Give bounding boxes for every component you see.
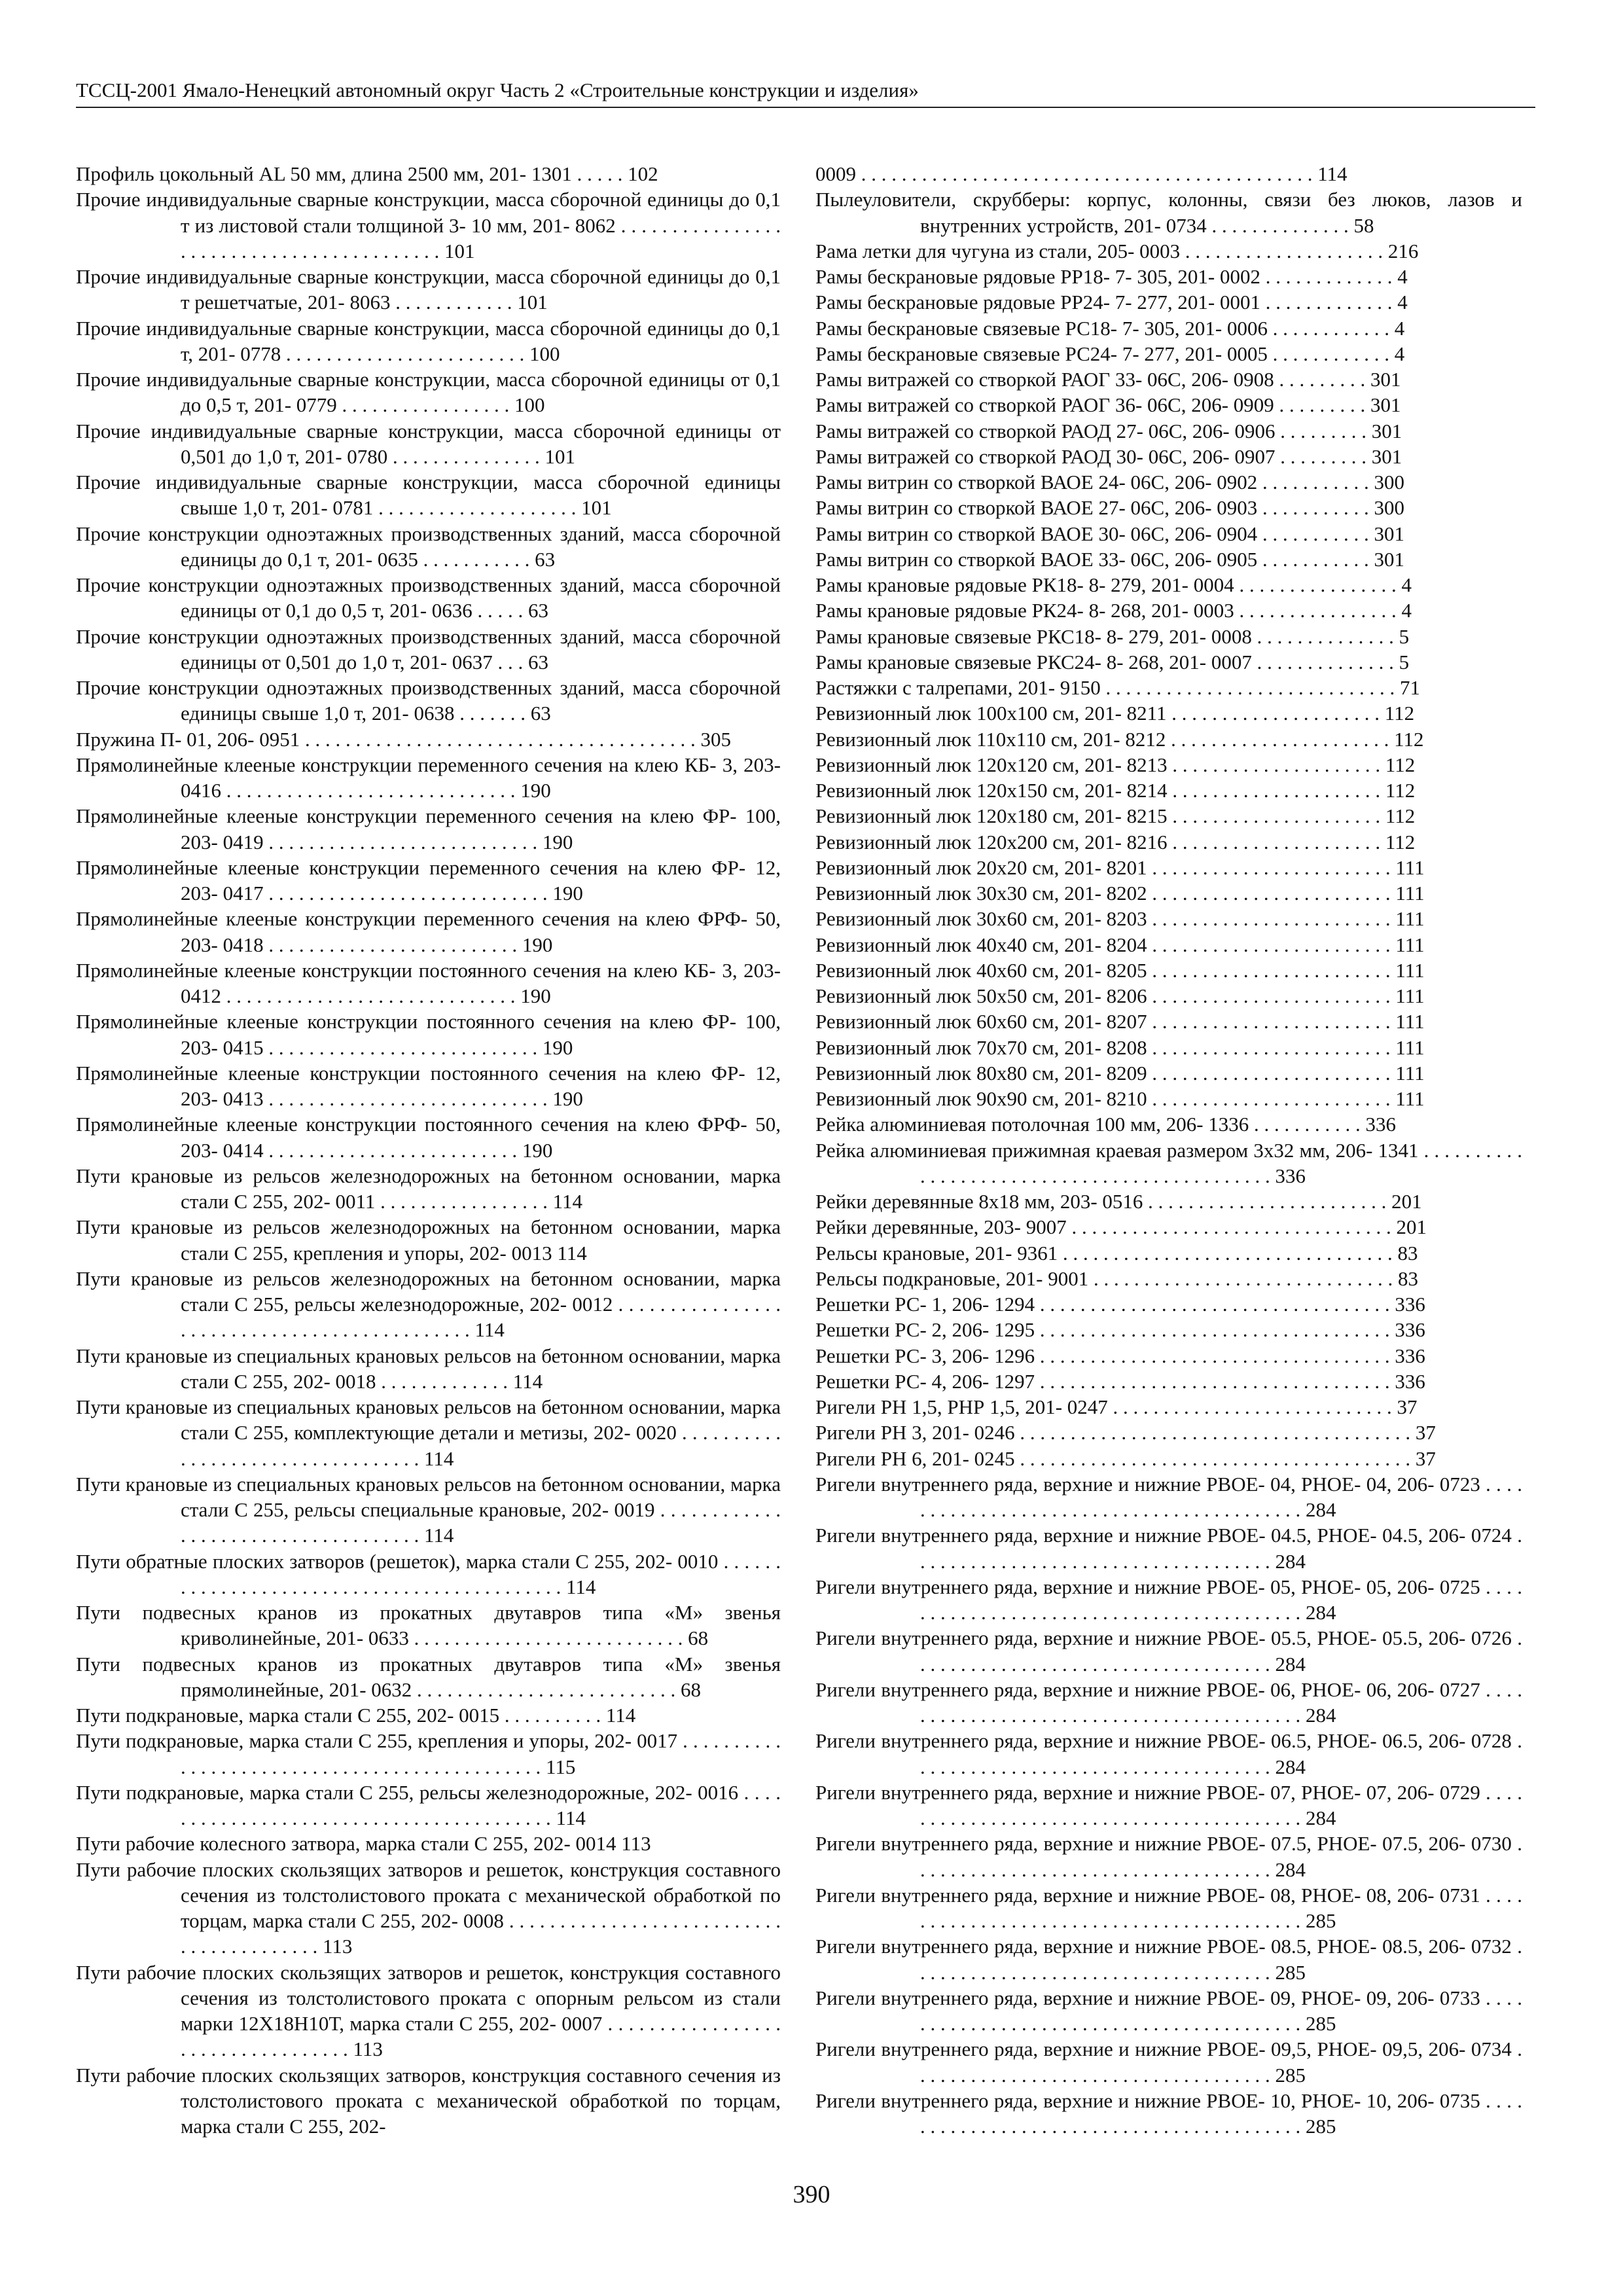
index-entry: Прямолинейные клееные конструкции переменного сечения на клею КБ- 3, 203- 0416 . . . . . . . . . . . . . . . . . . . . . . . . . . . . . 190	[76, 753, 781, 802]
index-entry: Прочие индивидуальные сварные конструкции, масса сборочной единицы до 0,1 т, 201- 0778 . . . . . . . . . . . . . . . . . . . . . . . . 100	[76, 316, 781, 365]
index-entry: Ревизионный люк 40x60 см, 201- 8205 . . . . . . . . . . . . . . . . . . . . . . . . 111	[815, 958, 1425, 982]
index-entry: Рамы витражей со створкой РАОД 27- 06С, 206- 0906 . . . . . . . . . 301	[815, 419, 1402, 442]
index-entry: Ригели внутреннего ряда, верхние и нижние РВОЕ- 09,5, РНОЕ- 09,5, 206- 0734 . . . . . . . . . . . . . . . . . . . . . . . . . . . . . . . . . . . . 285	[815, 2037, 1522, 2087]
index-entry: Ревизионный люк 90x90 см, 201- 8210 . . . . . . . . . . . . . . . . . . . . . . . . 111	[815, 1087, 1425, 1110]
index-entry: Пути рабочие плоских скользящих затворов и решеток, конструкция составного сечения из толстолистового проката с опорным рельсом из стали марки 12Х18Н10Т, марка стали С 255, 202- 0007 . . . . . . . . . . . . . . . . . . . . . . . . . . . . . . . . . . 113	[76, 1960, 781, 2061]
index-entry: Ревизионный люк 30x30 см, 201- 8202 . . . . . . . . . . . . . . . . . . . . . . . . 111	[815, 882, 1425, 905]
index-entry: Пылеуловители, скрубберы: корпус, колонны, связи без люков, лазов и внутренних устройств, 201- 0734 . . . . . . . . . . . . . . 58	[815, 188, 1522, 237]
index-entry: Ригели внутреннего ряда, верхние и нижние РВОЕ- 08, РНОЕ- 08, 206- 0731 . . . . . . . . . . . . . . . . . . . . . . . . . . . . . . . . . . . . . . . . . . 285	[815, 1883, 1522, 1932]
index-entry: Прямолинейные клееные конструкции переменного сечения на клею ФР- 12, 203- 0417 . . . . . . . . . . . . . . . . . . . . . . . . . . . . 190	[76, 855, 781, 905]
index-entry: Прямолинейные клееные конструкции постоянного сечения на клею КБ- 3, 203- 0412 . . . . . . . . . . . . . . . . . . . . . . . . . . . . . 190	[76, 958, 781, 1007]
index-entry: Решетки РС- 4, 206- 1297 . . . . . . . . . . . . . . . . . . . . . . . . . . . . . . . . . . . 336	[815, 1369, 1425, 1393]
running-header: ТССЦ-2001 Ямало-Ненецкий автономный округ Часть 2 «Строительные конструкции и изделия»	[76, 79, 919, 101]
index-entry: Пути подвесных кранов из прокатных двутавров типа «М» звенья криволинейные, 201- 0633 . . . . . . . . . . . . . . . . . . . . . . . . . . . 68	[76, 1601, 781, 1650]
index-entry: Рейка алюминиевая потолочная 100 мм, 206- 1336 . . . . . . . . . . . 336	[815, 1113, 1397, 1136]
index-entry: Ригели РН 1,5, РНР 1,5, 201- 0247 . . . . . . . . . . . . . . . . . . . . . . . . . . . . 37	[815, 1395, 1418, 1418]
index-entry: Рамы крановые связевые РКС24- 8- 268, 201- 0007 . . . . . . . . . . . . . . 5	[815, 650, 1410, 673]
index-entry: Рамы крановые рядовые РК18- 8- 279, 201- 0004 . . . . . . . . . . . . . . . . 4	[815, 573, 1412, 596]
index-entry: Ревизионный люк 80x80 см, 201- 8209 . . . . . . . . . . . . . . . . . . . . . . . . 111	[815, 1061, 1425, 1085]
index-entry: Рамы витрин со створкой ВАОЕ 33- 06С, 206- 0905 . . . . . . . . . . . 301	[815, 547, 1405, 571]
index-entry: Рама летки для чугуна из стали, 205- 0003 . . . . . . . . . . . . . . . . . . . . 216	[815, 239, 1419, 262]
index-entry: Ригели внутреннего ряда, верхние и нижние РВОЕ- 05.5, РНОЕ- 05.5, 206- 0726 . . . . . . . . . . . . . . . . . . . . . . . . . . . . . . . . . . . . 284	[815, 1626, 1522, 1676]
index-entry: Пути крановые из специальных крановых рельсов на бетонном основании, марка стали С 255, рельсы специальные крановые, 202- 0019 . . . . . . . . . . . . . . . . . . . . . . . . . . . . . . . . . . . . 114	[76, 1472, 781, 1547]
index-entry: Ревизионный люк 20x20 см, 201- 8201 . . . . . . . . . . . . . . . . . . . . . . . . 111	[815, 855, 1425, 879]
index-entry: Рамы витражей со створкой РАОГ 33- 06С, 206- 0908 . . . . . . . . . 301	[815, 368, 1401, 391]
index-entry: Ригели внутреннего ряда, верхние и нижние РВОЕ- 06.5, РНОЕ- 06.5, 206- 0728 . . . . . . . . . . . . . . . . . . . . . . . . . . . . . . . . . . . . 284	[815, 1729, 1522, 1778]
index-entry: Ригели внутреннего ряда, верхние и нижние РВОЕ- 07, РНОЕ- 07, 206- 0729 . . . . . . . . . . . . . . . . . . . . . . . . . . . . . . . . . . . . . . . . . . 284	[815, 1780, 1522, 1829]
index-entry: Ригели внутреннего ряда, верхние и нижние РВОЕ- 07.5, РНОЕ- 07.5, 206- 0730 . . . . . . . . . . . . . . . . . . . . . . . . . . . . . . . . . . . . 284	[815, 1832, 1522, 1881]
index-entry: Ревизионный люк 100x100 см, 201- 8211 . . . . . . . . . . . . . . . . . . . . . 112	[815, 702, 1415, 725]
index-entry: Прочие конструкции одноэтажных производственных зданий, масса сборочной единицы свыше 1,0 т, 201- 0638 . . . . . . . 63	[76, 676, 781, 725]
index-entry: Ревизионный люк 50x50 см, 201- 8206 . . . . . . . . . . . . . . . . . . . . . . . . 111	[815, 984, 1425, 1007]
index-entry: Ревизионный люк 110x110 см, 201- 8212 . . . . . . . . . . . . . . . . . . . . . . 112	[815, 727, 1424, 751]
index-entry: Ригели внутреннего ряда, верхние и нижние РВОЕ- 05, РНОЕ- 05, 206- 0725 . . . . . . . . . . . . . . . . . . . . . . . . . . . . . . . . . . . . . . . . . . 284	[815, 1575, 1522, 1624]
index-entry: Решетки РС- 2, 206- 1295 . . . . . . . . . . . . . . . . . . . . . . . . . . . . . . . . . . . 336	[815, 1318, 1425, 1342]
index-entry: Ригели внутреннего ряда, верхние и нижние РВОЕ- 04.5, РНОЕ- 04.5, 206- 0724 . . . . . . . . . . . . . . . . . . . . . . . . . . . . . . . . . . . . 284	[815, 1524, 1522, 1573]
index-entry: Рамы витрин со створкой ВАОЕ 24- 06С, 206- 0902 . . . . . . . . . . . 300	[815, 471, 1405, 493]
index-entry: Рамы витрин со створкой ВАОЕ 27- 06С, 206- 0903 . . . . . . . . . . . 300	[815, 496, 1405, 520]
index-entry: Ревизионный люк 70x70 см, 201- 8208 . . . . . . . . . . . . . . . . . . . . . . . . 111	[815, 1035, 1425, 1059]
index-entry: Прочие индивидуальные сварные конструкции, масса сборочной единицы до 0,1 т решетчатые, 201- 8063 . . . . . . . . . . . . 101	[76, 265, 781, 314]
index-entry: Профиль цокольный AL 50 мм, длина 2500 мм, 201- 1301 . . . . . 102	[76, 162, 658, 185]
index-entry: Пути рабочие плоских скользящих затворов и решеток, конструкция составного сечения из толстолистового проката с механической обработкой по торцам, марка стали С 255, 202- 0008 . . . . . . . . . . . . . . . . . . . . . . . . . . . . . . . . . . . . . . . . . 113	[76, 1857, 781, 1958]
index-entry: Ригели внутреннего ряда, верхние и нижние РВОЕ- 08.5, РНОЕ- 08.5, 206- 0732 . . . . . . . . . . . . . . . . . . . . . . . . . . . . . . . . . . . . 285	[815, 1935, 1522, 1984]
index-entry: Пути обратные плоских затворов (решеток), марка стали С 255, 202- 0010 . . . . . . . . . . . . . . . . . . . . . . . . . . . . . . . . . . . . . . . . . . . . 114	[76, 1549, 781, 1598]
index-entry: Прочие индивидуальные сварные конструкции, масса сборочной единицы свыше 1,0 т, 201- 0781 . . . . . . . . . . . . . . . . . . . . 101	[76, 471, 781, 520]
index-entry: Пути крановые из рельсов железнодорожных на бетонном основании, марка стали С 255, 202- 0011 . . . . . . . . . . . . . . . . . 114	[76, 1164, 781, 1213]
index-entry: Пути рабочие плоских скользящих затворов, конструкция составного сечения из толстолистового проката с механической обработкой по торцам, марка стали С 255, 202-	[76, 2063, 781, 2138]
index-entry: Пути подвесных кранов из прокатных двутавров типа «М» звенья прямолинейные, 201- 0632 . . . . . . . . . . . . . . . . . . . . . . . . . . 68	[76, 1652, 781, 1701]
index-entry: Ревизионный люк 60x60 см, 201- 8207 . . . . . . . . . . . . . . . . . . . . . . . . 111	[815, 1010, 1425, 1033]
index-entry: Прямолинейные клееные конструкции переменного сечения на клею ФР- 100, 203- 0419 . . . . . . . . . . . . . . . . . . . . . . . . . . . 190	[76, 804, 781, 853]
index-entry: Прочие индивидуальные сварные конструкции, масса сборочной единицы до 0,1 т из листовой стали толщиной 3- 10 мм, 201- 8062 . . . . . . . . . . . . . . . . . . . . . . . . . . . . . . . . . . . . . . . . . . 101	[76, 188, 781, 262]
index-entry: Пружина П- 01, 206- 0951 . . . . . . . . . . . . . . . . . . . . . . . . . . . . . . . . . . . . . . . 305	[76, 727, 731, 751]
index-entry: Прочие конструкции одноэтажных производственных зданий, масса сборочной единицы от 0,1 до 0,5 т, 201- 0636 . . . . . 63	[76, 573, 781, 622]
index-entry: Пути подкрановые, марка стали С 255, рельсы железнодорожные, 202- 0016 . . . . . . . . . . . . . . . . . . . . . . . . . . . . . . . . . . . . . . . . . 114	[76, 1780, 781, 1829]
index-entry: Пути крановые из специальных крановых рельсов на бетонном основании, марка стали С 255, комплектующие детали и метизы, 202- 0020 . . . . . . . . . . . . . . . . . . . . . . . . . . . . . . . . . . 114	[76, 1395, 781, 1470]
index-entry: Рельсы крановые, 201- 9361 . . . . . . . . . . . . . . . . . . . . . . . . . . . . . . . . . 83	[815, 1241, 1418, 1265]
index-entry: Пути крановые из рельсов железнодорожных на бетонном основании, марка стали С 255, рельсы железнодорожные, 202- 0012 . . . . . . . . . . . . . . . . . . . . . . . . . . . . . . . . . . . . . . . . . . . . . 114	[76, 1266, 781, 1342]
index-entry: Прочие конструкции одноэтажных производственных зданий, масса сборочной единицы до 0,1 т, 201- 0635 . . . . . . . . . . . 63	[76, 522, 781, 571]
index-entry: Решетки РС- 3, 206- 1296 . . . . . . . . . . . . . . . . . . . . . . . . . . . . . . . . . . . 336	[815, 1344, 1425, 1367]
header-rule	[76, 107, 1535, 108]
index-entry: Ригели внутреннего ряда, верхние и нижние РВОЕ- 09, РНОЕ- 09, 206- 0733 . . . . . . . . . . . . . . . . . . . . . . . . . . . . . . . . . . . . . . . . . . 285	[815, 1986, 1522, 2035]
index-entry: Рейка алюминиевая прижимная краевая размером 3х32 мм, 206- 1341 . . . . . . . . . . . . . . . . . . . . . . . . . . . . . . . . . . . . . . . . . . . . . 336	[815, 1138, 1522, 1187]
index-entry: Прямолинейные клееные конструкции постоянного сечения на клею ФРФ- 50, 203- 0414 . . . . . . . . . . . . . . . . . . . . . . . . . 190	[76, 1113, 781, 1162]
index-entry: Ригели РН 3, 201- 0246 . . . . . . . . . . . . . . . . . . . . . . . . . . . . . . . . . . . . . . . 37	[815, 1421, 1436, 1444]
index-entry: 0009 . . . . . . . . . . . . . . . . . . . . . . . . . . . . . . . . . . . . . . . . . . . . . 114	[815, 162, 1347, 185]
index-entry: Ригели внутреннего ряда, верхние и нижние РВОЕ- 06, РНОЕ- 06, 206- 0727 . . . . . . . . . . . . . . . . . . . . . . . . . . . . . . . . . . . . . . . . . . 284	[815, 1677, 1522, 1727]
index-entry: Ревизионный люк 40x40 см, 201- 8204 . . . . . . . . . . . . . . . . . . . . . . . . 111	[815, 933, 1425, 956]
index-entry: Прочие конструкции одноэтажных производственных зданий, масса сборочной единицы от 0,501 до 1,0 т, 201- 0637 . . . 63	[76, 624, 781, 673]
index-entry: Прямолинейные клееные конструкции переменного сечения на клею ФРФ- 50, 203- 0418 . . . . . . . . . . . . . . . . . . . . . . . . . 190	[76, 907, 781, 956]
index-entry: Рамы витражей со створкой РАОД 30- 06С, 206- 0907 . . . . . . . . . 301	[815, 444, 1402, 468]
index-entry: Рельсы подкрановые, 201- 9001 . . . . . . . . . . . . . . . . . . . . . . . . . . . . . . 83	[815, 1266, 1418, 1290]
index-entry: Рамы бескрановые связевые РС18- 7- 305, 201- 0006 . . . . . . . . . . . . 4	[815, 316, 1405, 340]
index-entry: Пути рабочие колесного затвора, марка стали С 255, 202- 0014 113	[76, 1832, 651, 1856]
index-column-right	[815, 161, 1522, 2139]
index-entry: Рамы бескрановые рядовые РР24- 7- 277, 201- 0001 . . . . . . . . . . . . . 4	[815, 291, 1408, 314]
index-entry: Рамы крановые связевые РКС18- 8- 279, 201- 0008 . . . . . . . . . . . . . . 5	[815, 624, 1410, 648]
index-entry: Ревизионный люк 120x180 см, 201- 8215 . . . . . . . . . . . . . . . . . . . . . 112	[815, 804, 1416, 828]
index-entry: Пути подкрановые, марка стали С 255, 202- 0015 . . . . . . . . . . 114	[76, 1704, 636, 1727]
index-entry: Рейки деревянные 8х18 мм, 203- 0516 . . . . . . . . . . . . . . . . . . . . . . . . 201	[815, 1190, 1422, 1213]
index-entry: Ригели внутреннего ряда, верхние и нижние РВОЕ- 10, РНОЕ- 10, 206- 0735 . . . . . . . . . . . . . . . . . . . . . . . . . . . . . . . . . . . . . . . . . . 285	[815, 2089, 1522, 2138]
index-entry: Растяжки с талрепами, 201- 9150 . . . . . . . . . . . . . . . . . . . . . . . . . . . . . 71	[815, 676, 1421, 699]
index-entry: Прямолинейные клееные конструкции постоянного сечения на клею ФР- 100, 203- 0415 . . . . . . . . . . . . . . . . . . . . . . . . . . . 190	[76, 1010, 781, 1059]
index-entry: Пути подкрановые, марка стали С 255, крепления и упоры, 202- 0017 . . . . . . . . . . . . . . . . . . . . . . . . . . . . . . . . . . . . . . . . . . . . . . 115	[76, 1729, 781, 1778]
index-entry: Ревизионный люк 120x200 см, 201- 8216 . . . . . . . . . . . . . . . . . . . . . 112	[815, 830, 1416, 853]
index-entry: Прямолинейные клееные конструкции постоянного сечения на клею ФР- 12, 203- 0413 . . . . . . . . . . . . . . . . . . . . . . . . . . . . 190	[76, 1061, 781, 1110]
index-entry: Пути крановые из специальных крановых рельсов на бетонном основании, марка стали С 255, 202- 0018 . . . . . . . . . . . . . 114	[76, 1344, 781, 1393]
index-entry: Рамы бескрановые рядовые РР18- 7- 305, 201- 0002 . . . . . . . . . . . . . 4	[815, 265, 1408, 288]
index-entry: Ревизионный люк 120x120 см, 201- 8213 . . . . . . . . . . . . . . . . . . . . . 112	[815, 753, 1416, 776]
index-entry: Ригели внутреннего ряда, верхние и нижние РВОЕ- 04, РНОЕ- 04, 206- 0723 . . . . . . . . . . . . . . . . . . . . . . . . . . . . . . . . . . . . . . . . . . 284	[815, 1472, 1522, 1521]
index-entry: Рамы витрин со створкой ВАОЕ 30- 06С, 206- 0904 . . . . . . . . . . . 301	[815, 522, 1405, 545]
index-entry: Решетки РС- 1, 206- 1294 . . . . . . . . . . . . . . . . . . . . . . . . . . . . . . . . . . . 336	[815, 1293, 1425, 1316]
index-column-left	[76, 161, 781, 2139]
index-entry: Ревизионный люк 30x60 см, 201- 8203 . . . . . . . . . . . . . . . . . . . . . . . . 111	[815, 907, 1425, 931]
index-entry: Рамы крановые рядовые РК24- 8- 268, 201- 0003 . . . . . . . . . . . . . . . . 4	[815, 599, 1412, 622]
index-entry: Пути крановые из рельсов железнодорожных на бетонном основании, марка стали С 255, крепления и упоры, 202- 0013 114	[76, 1215, 781, 1265]
index-entry: Рейки деревянные, 203- 9007 . . . . . . . . . . . . . . . . . . . . . . . . . . . . . . . . 201	[815, 1215, 1427, 1239]
index-entry: Ригели РН 6, 201- 0245 . . . . . . . . . . . . . . . . . . . . . . . . . . . . . . . . . . . . . . . 37	[815, 1446, 1436, 1470]
page-number: 390	[793, 2181, 830, 2208]
index-entry: Прочие индивидуальные сварные конструкции, масса сборочной единицы от 0,501 до 1,0 т, 201- 0780 . . . . . . . . . . . . . . . 101	[76, 419, 781, 468]
index-entry: Ревизионный люк 120x150 см, 201- 8214 . . . . . . . . . . . . . . . . . . . . . 112	[815, 779, 1416, 802]
index-entry: Рамы витражей со створкой РАОГ 36- 06С, 206- 0909 . . . . . . . . . 301	[815, 393, 1401, 417]
index-entry: Рамы бескрановые связевые РС24- 7- 277, 201- 0005 . . . . . . . . . . . . 4	[815, 342, 1405, 365]
index-entry: Прочие индивидуальные сварные конструкции, масса сборочной единицы от 0,1 до 0,5 т, 201- 0779 . . . . . . . . . . . . . . . . . 100	[76, 368, 781, 417]
